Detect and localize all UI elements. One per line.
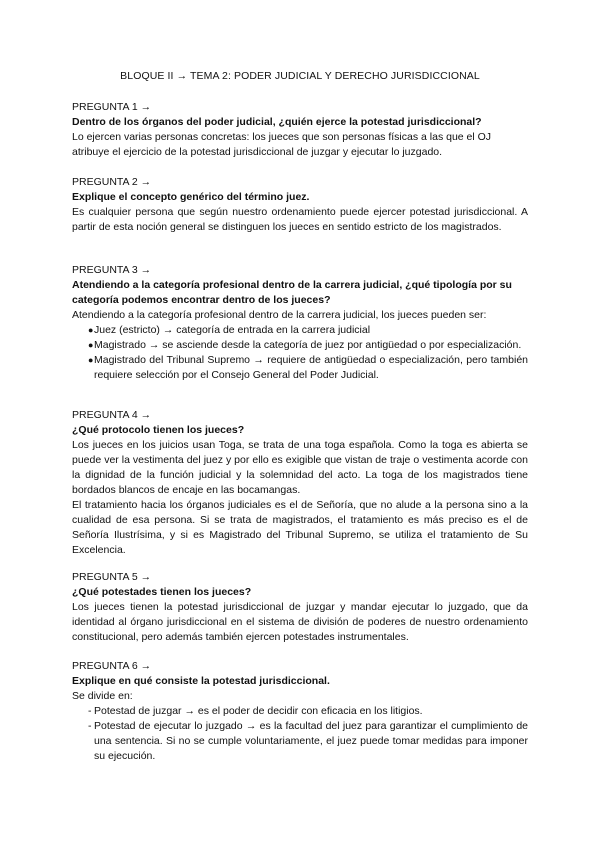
question-2-section — [72, 175, 528, 235]
category-list — [72, 323, 528, 383]
question-6-title: Explique en qué consiste la potestad jurisdiccional. — [72, 675, 330, 687]
question-3-label: PREGUNTA 3 → — [72, 264, 152, 276]
question-3-intro: Atendiendo a la categoría profesional dentro de la carrera judicial, los jueces pueden ser: — [72, 309, 487, 321]
question-1-section — [72, 100, 528, 160]
dash-icon: - — [88, 705, 92, 717]
question-5-section — [72, 570, 528, 645]
document-title: BLOQUE II → TEMA 2: PODER JUDICIAL Y DERECHO JURISDICCIONAL — [120, 70, 480, 82]
question-2-title: Explique el concepto genérico del término juez. — [72, 191, 310, 203]
question-5-answer: Los jueces tienen la potestad jurisdiccional de juzgar y mandar ejecutar lo juzgado, que da identidad al órgano jurisdiccional en el sistema de división de poderes de nuestro ordenamiento constitucional, pero además también ejercen potestades instrumentales. — [72, 601, 528, 643]
list-item: - Potestad de juzgar → es el poder de decidir con eficacia en los litigios. — [88, 705, 423, 717]
list-item: - Potestad de ejecutar lo juzgado → es la facultad del juez para garantizar el cumplimiento de una sentencia. Si no se cumple voluntariamente, el juez puede tomar medidas para imponer su ejecución. — [88, 720, 528, 762]
question-4-label: PREGUNTA 4 → — [72, 409, 152, 421]
question-1-title: Dentro de los órganos del poder judicial, ¿quién ejerce la potestad jurisdiccional? — [72, 116, 482, 128]
question-5-label: PREGUNTA 5 → — [72, 571, 152, 583]
question-4-paragraph-2: El tratamiento hacia los órganos judiciales es el de Señoría, que no alude a la persona sino a la cualidad de esa persona. Si se trata de magistrados, el tratamiento es más preciso es el de Señoría Ilustrísima, y si es Magistrado del Tribunal Supremo, se utiliza el tratamiento de Su Excelencia. — [72, 499, 528, 556]
question-3-title: Atendiendo a la categoría profesional dentro de la carrera judicial, ¿qué tipología por su categoría podemos encontrar dentro de los jueces? — [72, 279, 512, 306]
question-1-label: PREGUNTA 1 → — [72, 101, 152, 113]
list-item: ● Magistrado del Tribunal Supremo → requiere de antigüedad o especialización, pero también requiere selección por el Consejo General del Poder Judicial. — [88, 354, 528, 381]
bullet-icon: ● — [88, 325, 94, 335]
question-6-intro: Se divide en: — [72, 690, 133, 702]
dash-icon: - — [88, 720, 92, 732]
question-3-section — [72, 263, 528, 383]
question-4-title: ¿Qué protocolo tienen los jueces? — [72, 424, 245, 436]
question-4-section — [72, 408, 528, 558]
bullet-icon: ● — [88, 355, 94, 365]
question-4-paragraph-1: Los jueces en los juicios usan Toga, se trata de una toga española. Como la toga es abierta se puede ver la vestimenta del juez y por ello es exigible que vistan de traje o vestimenta acorde con la dignidad de la función judicial y la solemnidad del acto. La toga de los magistrados tiene bordados blancos de encaje en las bocamangas. — [72, 439, 528, 496]
question-6-label: PREGUNTA 6 → — [72, 660, 152, 672]
question-1-answer: Lo ejercen varias personas concretas: los jueces que son personas físicas a las que el OJ atribuye el ejercicio de la potestad jurisdiccional de juzgar y ejecutar lo juzgado. — [72, 131, 492, 158]
question-2-label: PREGUNTA 2 → — [72, 176, 152, 188]
bullet-icon: ● — [88, 340, 94, 350]
potestad-list — [72, 704, 528, 764]
question-5-title: ¿Qué potestades tienen los jueces? — [72, 586, 252, 598]
question-2-answer: Es cualquier persona que según nuestro ordenamiento puede ejercer potestad jurisdiccional. A partir de esta noción general se distinguen los jueces en sentido estricto de los magistrados. — [72, 206, 528, 233]
list-item: ● Magistrado → se asciende desde la categoría de juez por antigüedad o por especialización. — [88, 339, 522, 351]
list-item: ● Juez (estricto) → categoría de entrada en la carrera judicial — [88, 324, 371, 336]
question-6-section — [72, 659, 528, 764]
